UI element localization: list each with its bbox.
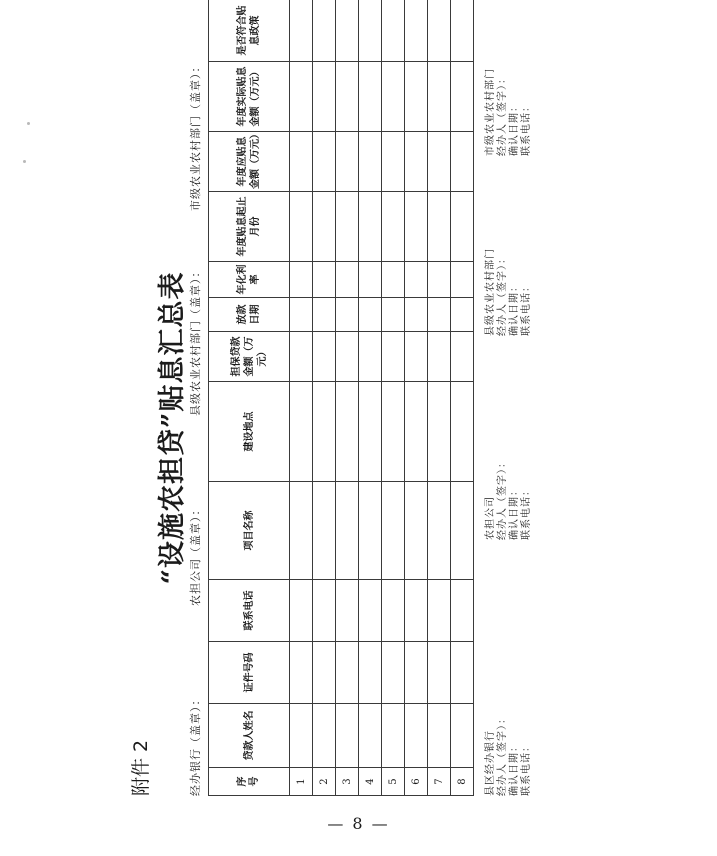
col-header-seq: 序号: [209, 768, 290, 796]
table-row: [451, 0, 474, 796]
col-header-id-number: 证件号码: [209, 642, 290, 704]
county-dept-stamp-field: 县级农业农村部门（盖章）：: [189, 265, 202, 416]
table-row: [290, 0, 313, 796]
col-header-location: 建设地点: [209, 382, 290, 482]
signature-block-county-dept: 县级农业农村部门 经办人（签字）： 确认日期： 联系电话：: [485, 248, 532, 336]
col-header-loan-date: 放款日期: [209, 298, 290, 332]
signature-block-bank: 县区经办银行 经办人（签字）： 确认日期： 联系电话：: [485, 713, 532, 796]
row-number: 8: [451, 768, 474, 796]
table-row: [405, 0, 428, 796]
row-number: 2: [313, 768, 336, 796]
table-row: [382, 0, 405, 796]
guarantee-company-stamp-field: 农担公司（盖章）：: [189, 503, 202, 606]
row-number: 3: [336, 768, 359, 796]
row-number: 1: [290, 768, 313, 796]
row-number: 4: [359, 768, 382, 796]
col-header-loan-amount: 担保贷款金额（万元）: [209, 332, 290, 382]
table-row: [313, 0, 336, 796]
col-header-project: 项目名称: [209, 482, 290, 580]
col-header-borrower: 贷款人姓名: [209, 704, 290, 768]
row-number: 7: [428, 768, 451, 796]
attachment-label: 附件 2: [130, 739, 152, 796]
signature-block-guarantee-company: 农担公司 经办人（签字）： 确认日期： 联系电话：: [485, 457, 532, 540]
table-row: [428, 0, 451, 796]
row-number: 5: [382, 768, 405, 796]
col-header-rate: 年化利率: [209, 262, 290, 298]
city-dept-stamp-field: 市级农业农村部门（盖章）：: [189, 60, 202, 211]
bank-stamp-field: 经办银行（盖章）：: [189, 693, 202, 796]
table-header-row: [209, 0, 290, 796]
row-number: 6: [405, 768, 428, 796]
col-header-phone: 联系电话: [209, 580, 290, 642]
subsidy-summary-table: [208, 0, 474, 796]
col-header-months: 年度贴息起止月份: [209, 192, 290, 262]
col-header-due-subsidy: 年度应贴息金额（万元）: [209, 132, 290, 192]
signature-block-city-dept: 市级农业农村部门 经办人（签字）： 确认日期： 联系电话：: [485, 68, 532, 156]
page-number: — 8 —: [327, 814, 390, 833]
table-row: [336, 0, 359, 796]
col-header-actual-subsidy: 年度实际贴息金额（万元）: [209, 62, 290, 132]
document-title: “设施农担贷”贴息汇总表: [157, 271, 188, 585]
col-header-eligible: 是否符合贴息政策: [209, 0, 290, 62]
table-row: [359, 0, 382, 796]
